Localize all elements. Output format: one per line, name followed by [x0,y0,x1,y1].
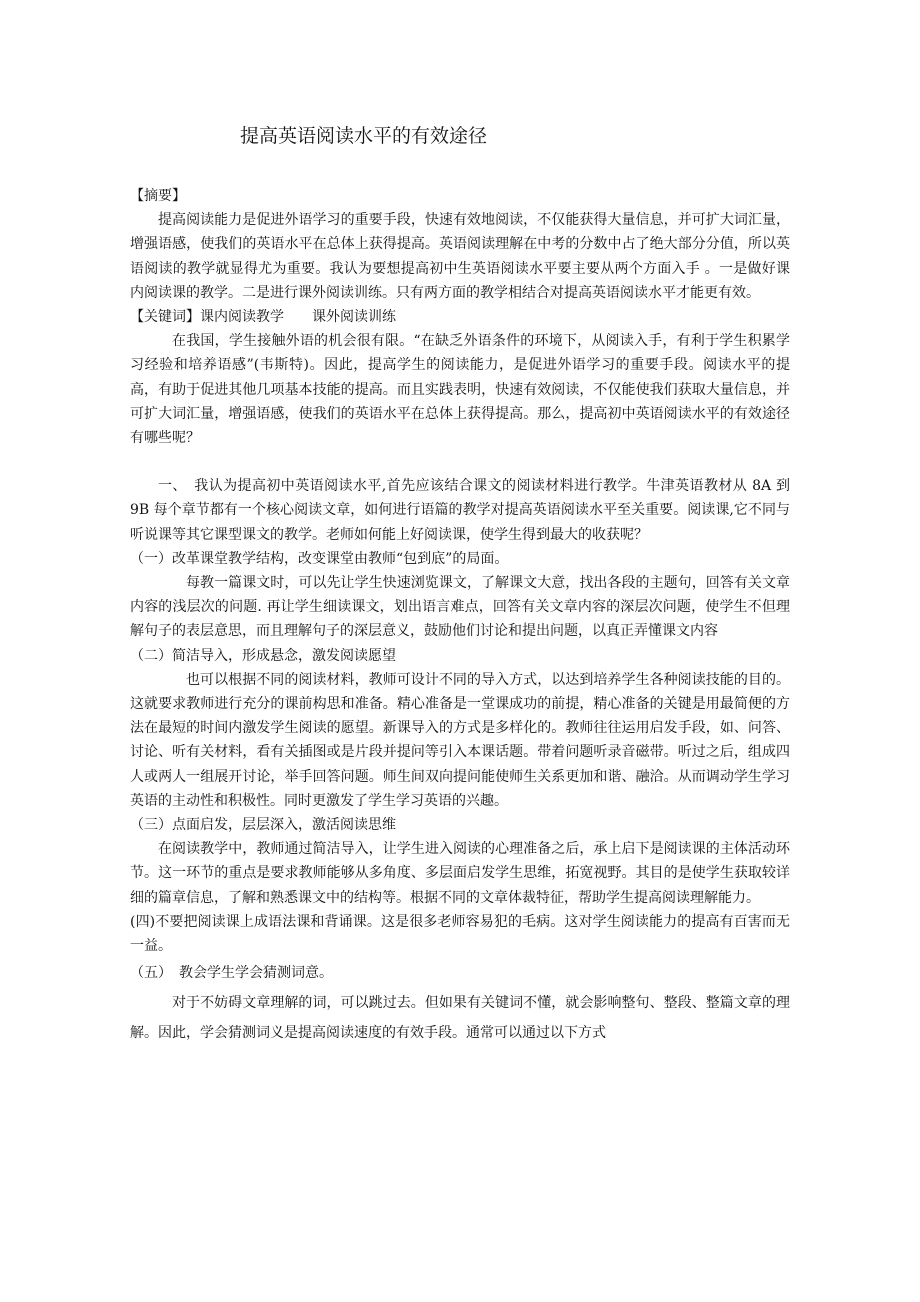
subheading-2: （二）简洁导入，形成悬念，激发阅读愿望 [130,647,396,664]
subsection-2-paragraph: 也可以根据不同的阅读材料，教师可设计不同的导入方式，以达到培养学生各种阅读技能的目的。这就要求教师进行充分的课前构思和准备。精心准备是一堂课成功的前提，精心准备的关键是用最简便的方法在最短的时间内激发学生阅读的愿望。新课导入的方式是多样化的。教师往往运用启发手段，如、问答、讨论、听有关材料，看有关插图或是片段并提问等引入本课话题。带着问题听录音磁带。听过之后，组成四人或两人一组展开讨论，举手回答问题。师生间双向提问能使师生关系更加和谐、融洽。从而调动学生学习英语的主动性和积极性。同时更激发了学生学习英语的兴趣。 [130,671,790,809]
subheading-5: （五） 教会学生学会猜测词意。 [130,965,333,982]
document-title: 提高英语阅读水平的有效途径 [240,125,488,147]
subheading-4: (四)不要把阅读课上成语法课和背诵课。这是很多老师容易犯的毛病。这对学生阅读能力的提高有百害而无一益。 [130,913,790,955]
subheading-1: （一）改革课堂教学结构，改变课堂由教师“包到底”的局面。 [130,550,509,567]
intro-paragraph: 在我国，学生接触外语的机会很有限。“在缺乏外语条件的环境下，从阅读入手，有利于学生积累学习经验和培养语感”(韦斯特)。因此，提高学生的阅读能力，是促进外语学习的重要手段。阅读水平的提高，有助于促进其他几项基本技能的提高。而且实践表明，快速有效阅读，不仅能使我们获取大量信息，并可扩大词汇量，增强语感，使我们的英语水平在总体上获得提高。那么，提高初中英语阅读水平的有效途径有哪些呢？ [130,333,790,447]
document-body [130,184,790,1048]
abstract-label: 【摘要】 [130,188,186,204]
abstract-paragraph: 提高阅读能力是促进外语学习的重要手段，快速有效地阅读，不仅能获得大量信息，并可扩大词汇量，增强语感，使我们的英语水平在总体上获得提高。英语阅读理解在中考的分数中占了绝大部分分值，所以英语阅读的教学就显得尤为重要。我认为要想提高初中生英语阅读水平要主要从两个方面入手 。一是做好课内阅读课的教学。二是进行课外阅读训练。只有两方面的教学相结合对提高英语阅读水平才能更有效。 [130,212,790,301]
subsection-5-paragraph: 对于不妨碍文章理解的词，可以跳过去。但如果有关键词不懂，就会影响整句、整段、整篇文章的理解。因此，学会猜测词义是提高阅读速度的有效手段。通常可以通过以下方式 [130,995,790,1042]
subsection-3-paragraph: 在阅读教学中，教师通过简洁导入，让学生进入阅读的心理准备之后，承上启下是阅读课的主体活动环节。这一环节的重点是要求教师能够从多角度、多层面启发学生思维，拓宽视野。其目的是使学生获取较详细的篇章信息，了解和熟悉课文中的结构等。根据不同的文章体裁特征，帮助学生提高阅读理解能力。 [130,841,790,906]
subheading-3: （三）点面启发，层层深入，激活阅读思维 [130,817,396,834]
keywords-line: 【关键词】课内阅读教学 课外阅读训练 [130,309,396,326]
subsection-1-paragraph: 每教一篇课文时，可以先让学生快速浏览课文，了解课文大意，找出各段的主题句，回答有关文章内容的浅层次的问题. 再让学生细读课文，划出语言难点，回答有关文章内容的深层次问题，使学生不但理解句子的表层意思，而且理解句子的深层意义，鼓励他们讨论和提出问题，以真正弄懂课文内容 [130,575,790,640]
section-one-paragraph: 一、 我认为提高初中英语阅读水平,首先应该结合课文的阅读材料进行教学。牛津英语教材从 8A 到 9B 每个章节都有一个核心阅读文章，如何进行语篇的教学对提高英语阅读水平至关重要。阅读课,它不同与听说课等其它课型课文的教学。老师如何能上好阅读课，使学生得到最大的收获呢？ [130,478,790,543]
